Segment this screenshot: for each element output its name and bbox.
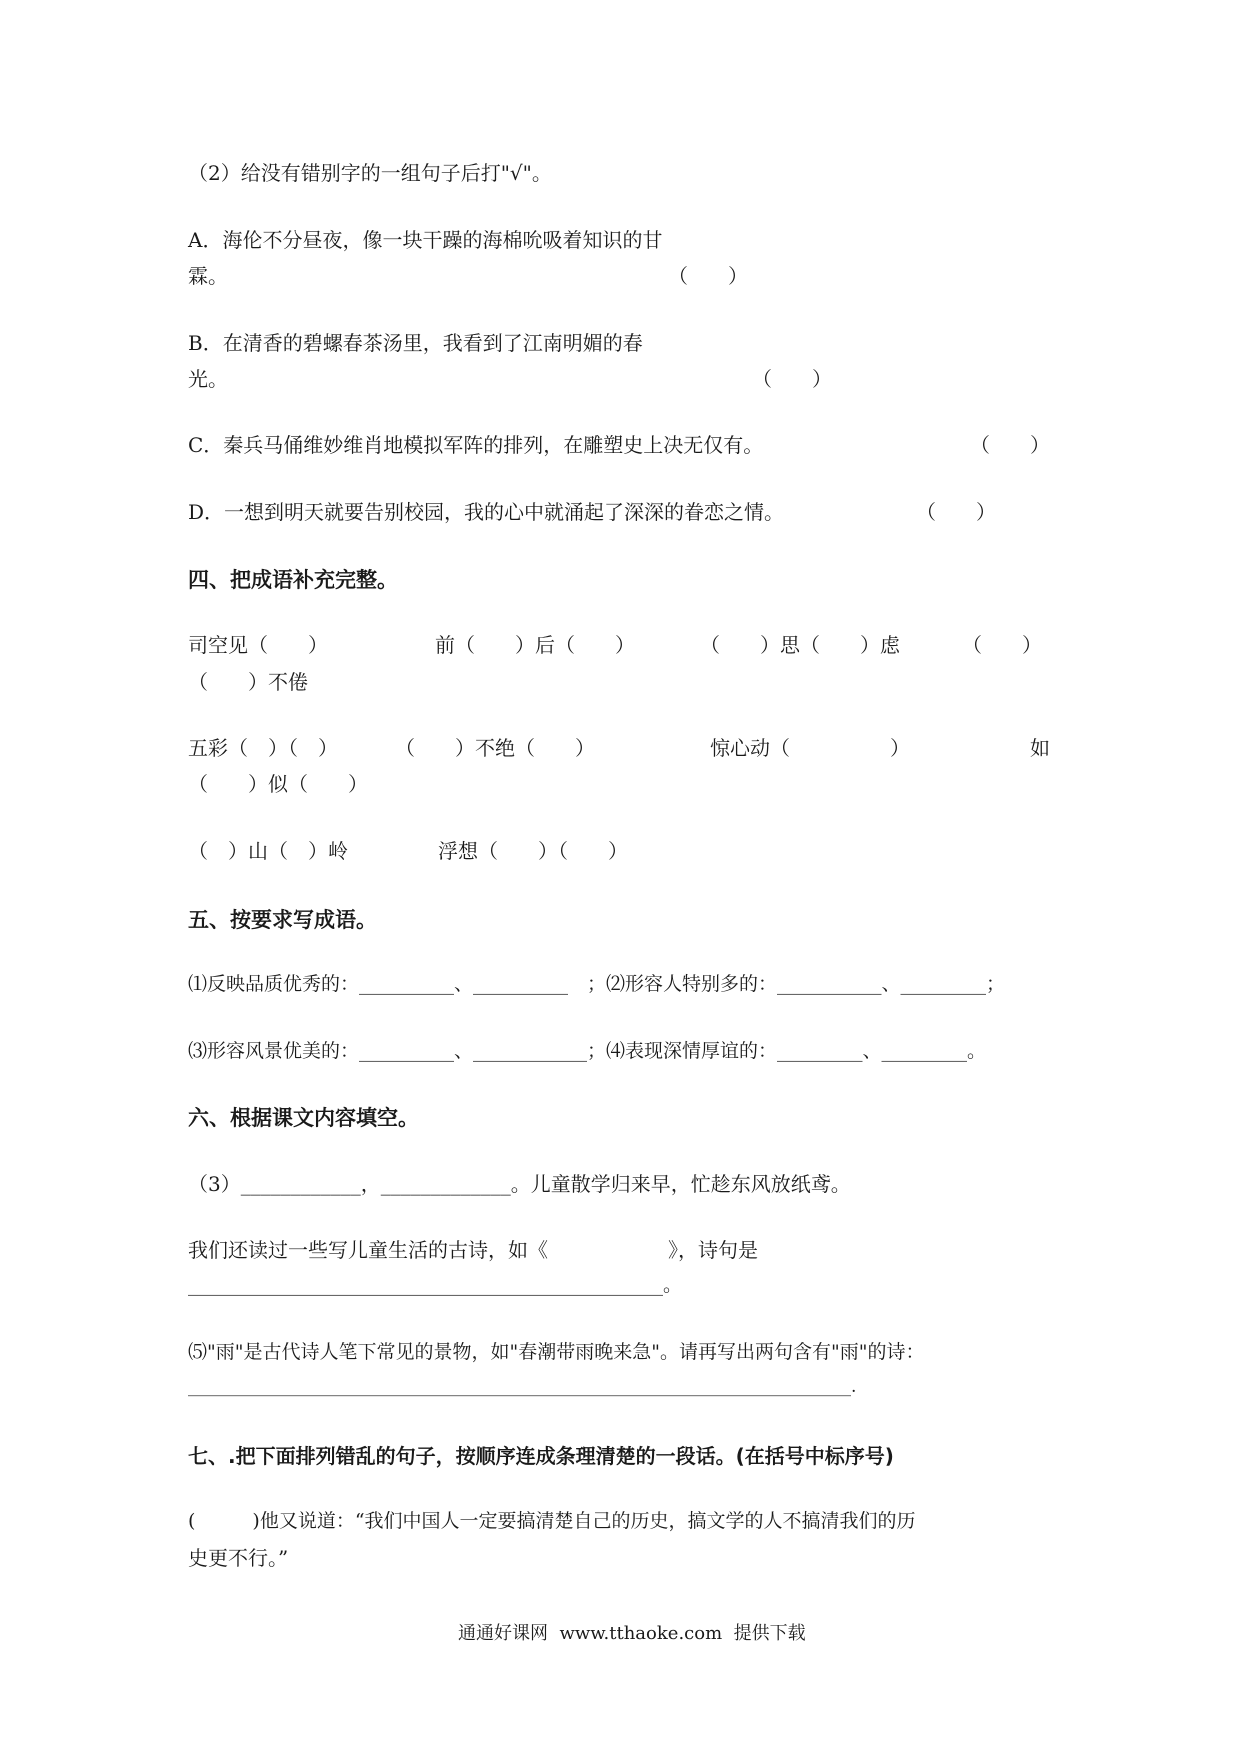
idiom-row1-item4: （ ） (962, 633, 1042, 657)
section-5-line-1: ⑴反映品质优秀的：__________、__________ ；⑵形容人特别多的：___________、_________； (188, 973, 1006, 995)
option-a-line-1: A．海伦不分昼夜，像一块干躁的海棉吮吸着知识的甘 (188, 228, 663, 252)
section-6-title: 六、根据课文内容填空。 (188, 1106, 419, 1130)
section-6-item-4-line-2: __________________________________________________。 (188, 1274, 683, 1296)
option-b-line-1: B．在清香的碧螺春茶汤里，我看到了江南明媚的春 (188, 331, 643, 355)
section-7-sentence-1-line-1: ( )他又说道：“我们中国人一定要搞清楚自己的历史，搞文学的人不搞清我们的历 (188, 1510, 916, 1532)
idiom-row1-item3: （ ）思（ ）虑 (700, 633, 900, 657)
section-6-item-3: （3）____________，_____________。儿童散学归来早，忙趁东风放纸鸢。 (188, 1172, 851, 1196)
page-footer: 通通好课网 www.tthaoke.com 提供下载 (458, 1623, 806, 1644)
section-4-title: 四、把成语补充完整。 (188, 568, 398, 592)
idiom-row2-item3: 惊心动（ ） (710, 736, 910, 760)
option-c-answer-paren: （ ） (970, 433, 1050, 457)
option-c-line: C．秦兵马俑维妙维肖地模拟军阵的排列，在雕塑史上决无仅有。 (188, 433, 764, 457)
question-3-2-prompt: （2）给没有错别字的一组句子后打"√"。 (188, 161, 552, 185)
option-d-answer-paren: （ ） (916, 500, 996, 524)
section-7-title: 七、.把下面排列错乱的句子，按顺序连成条理清楚的一段话。(在括号中标序号) (188, 1444, 894, 1468)
option-b-line-2: 光。 (188, 367, 228, 391)
section-6-item-5-line-2: ______________________________________________________________________________. (188, 1377, 857, 1397)
option-b-answer-paren: （ ） (752, 367, 832, 391)
section-6-item-5-line-1: ⑸"雨"是古代诗人笔下常见的景物，如"春潮带雨晚来急"。请再写出两句含有"雨"的诗： (188, 1341, 925, 1363)
option-a-answer-paren: （ ） (668, 264, 748, 288)
section-7-sentence-1-line-2: 史更不行。” (188, 1546, 289, 1570)
idiom-row2-item1: 五彩（ ）（ ） (188, 736, 338, 760)
option-a-line-2: 霖。 (188, 264, 228, 288)
section-5-line-2: ⑶形容风景优美的：__________、____________；⑷表现深情厚谊的：_________、_________。 (188, 1040, 987, 1062)
idiom-row3-item1: （ ）山（ ）岭 (188, 839, 348, 863)
idiom-row1-item2: 前（ ）后（ ） (435, 633, 635, 657)
idiom-row2-item2: （ ）不绝（ ） (395, 736, 595, 760)
idiom-row1-item1: 司空见（ ） (188, 633, 328, 657)
idiom-row2-item5: （ ）似（ ） (188, 772, 368, 796)
section-5-title: 五、按要求写成语。 (188, 908, 377, 932)
option-d-line: D．一想到明天就要告别校园，我的心中就涌起了深深的眷恋之情。 (188, 500, 785, 524)
idiom-row1-item5: （ ）不倦 (188, 670, 308, 694)
idiom-row2-item4: 如 (1030, 736, 1050, 760)
section-6-item-4-line-1: 我们还读过一些写儿童生活的古诗，如《 》，诗句是 (188, 1238, 758, 1262)
idiom-row3-item2: 浮想（ ）（ ） (438, 839, 628, 863)
